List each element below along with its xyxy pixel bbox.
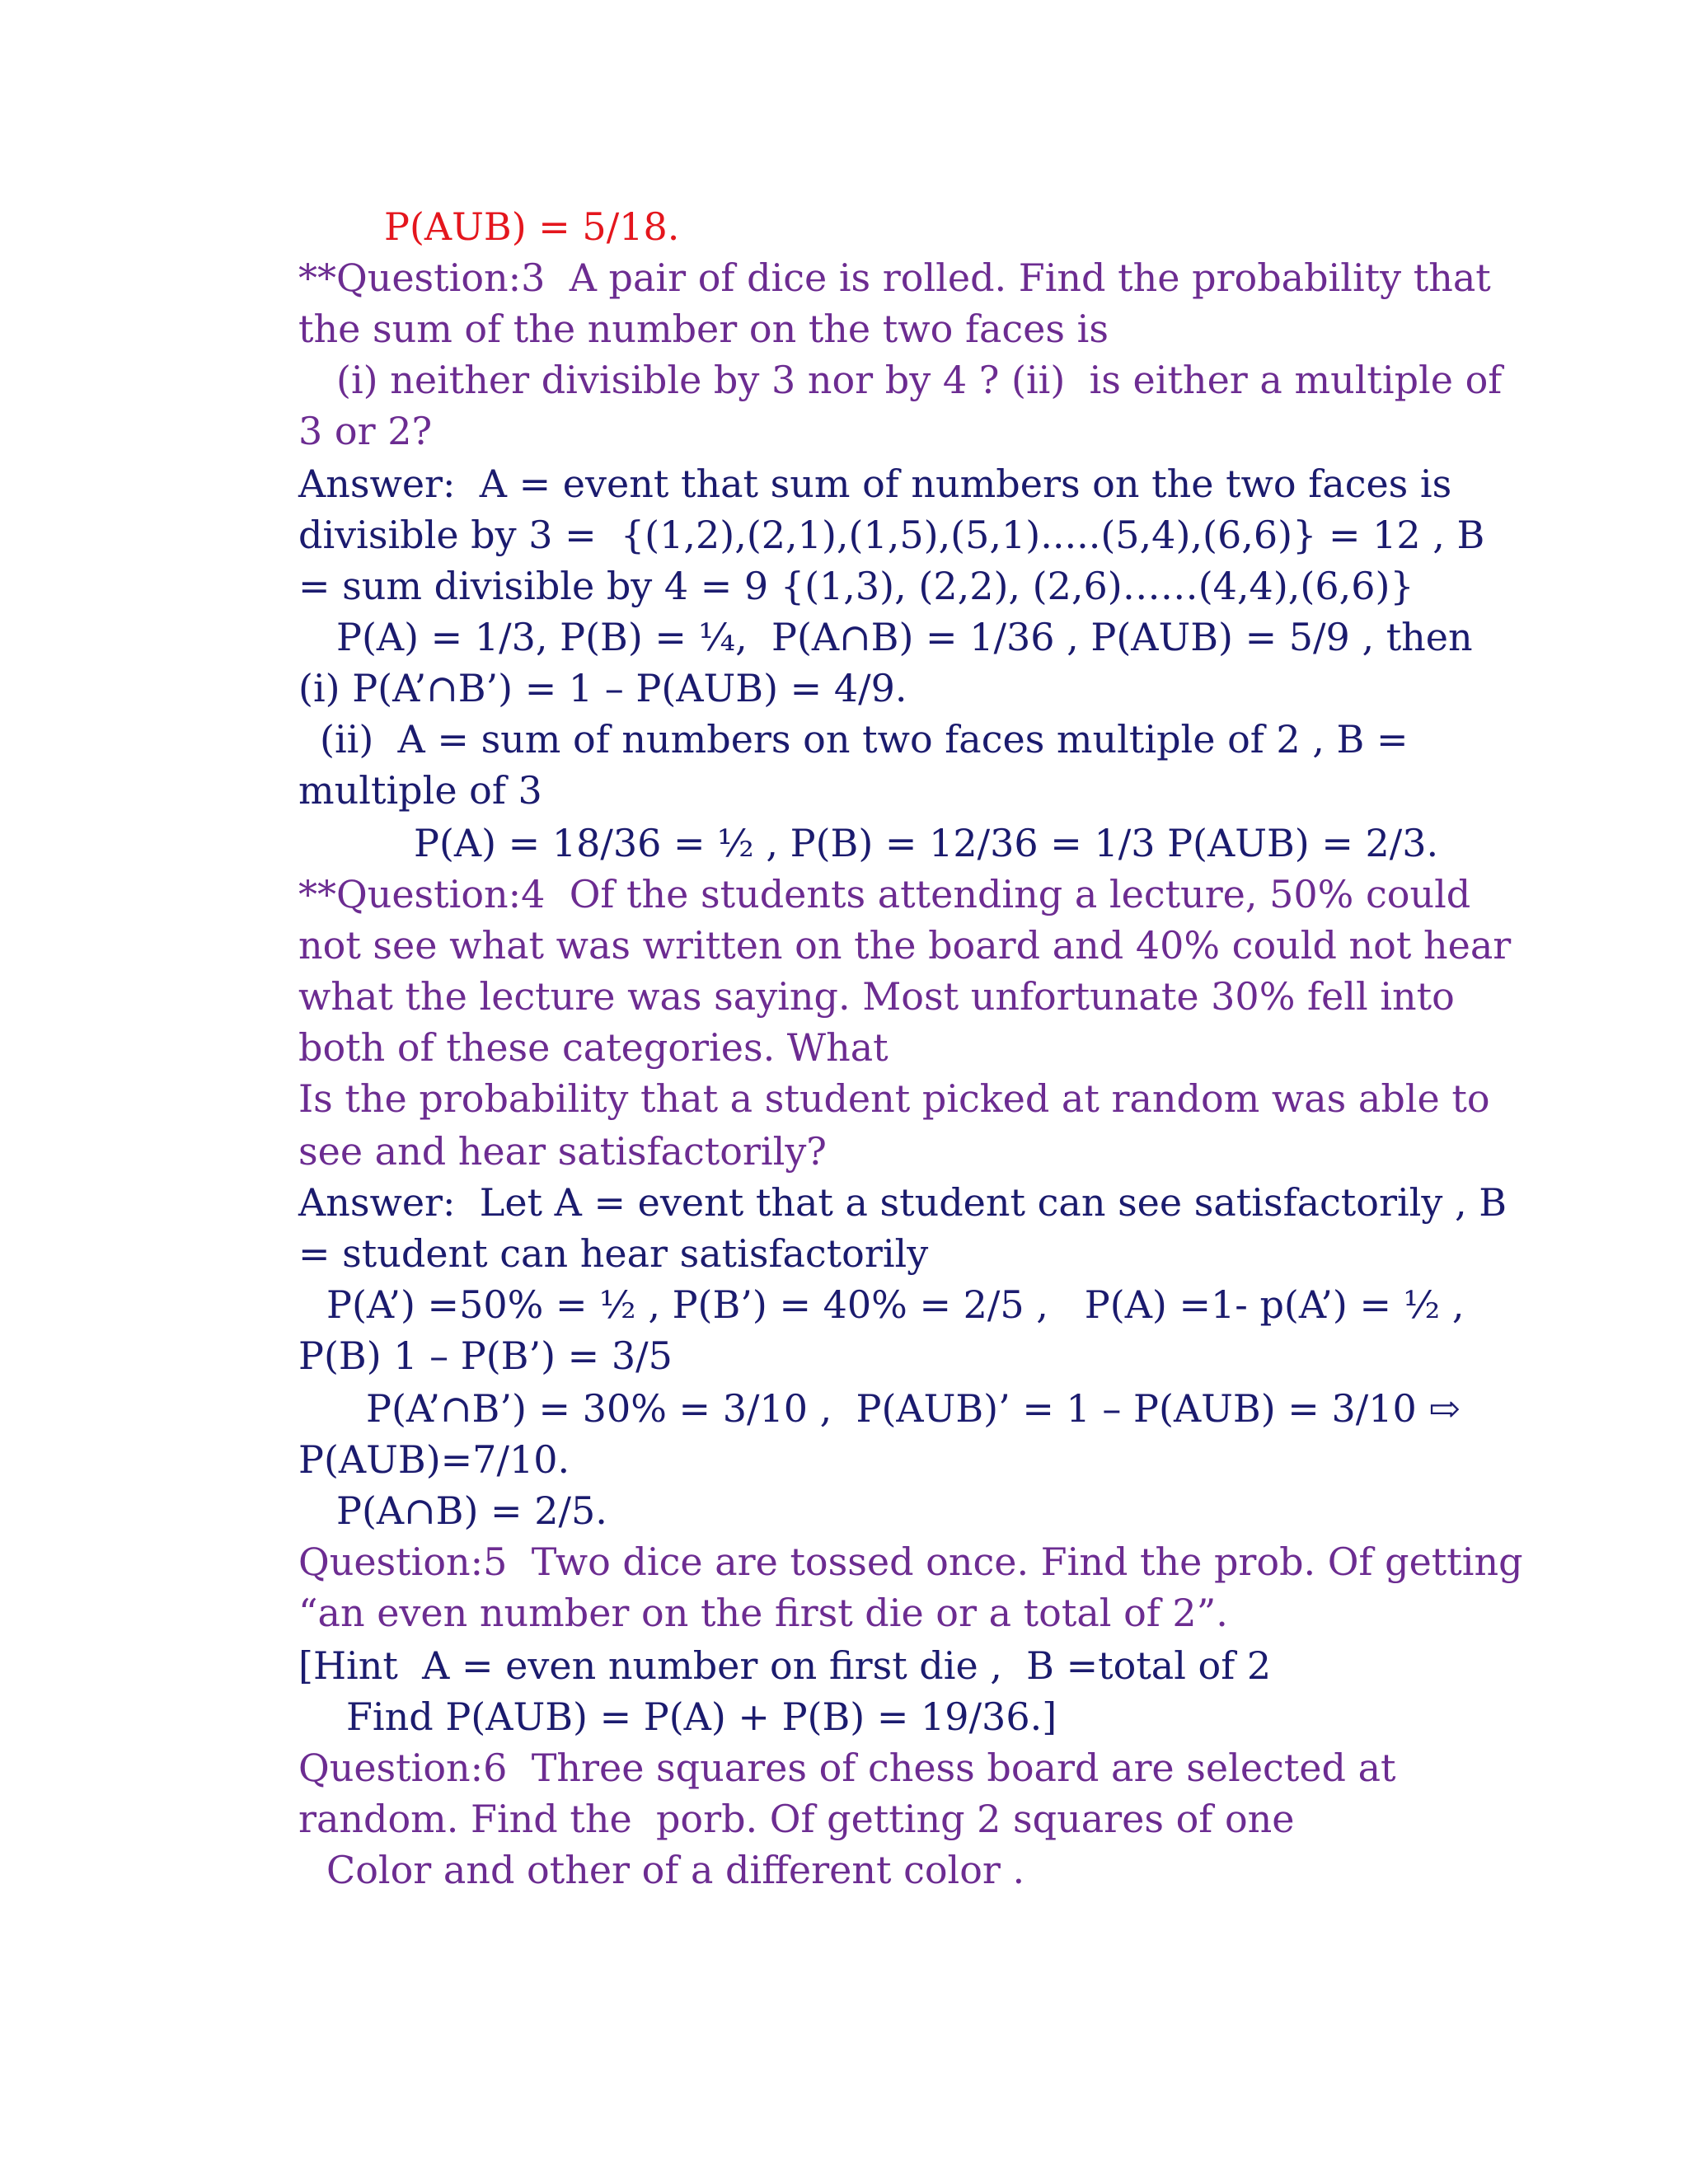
text-line-question-3: (i) neither divisible by 3 nor by 4 ? (ii) is either a multiple of [336, 358, 1503, 402]
text-line-question-5-title: Question:5 Two dice are tossed once. Find the prob. Of getting [298, 1540, 1523, 1584]
text-line-hint-5: [Hint A = even number on first die , B =total of 2 [298, 1643, 1272, 1688]
text-line-answer-3: divisible by 3 = {(1,2),(2,1),(1,5),(5,1).....(5,4),(6,6)} = 12 , B [298, 513, 1485, 557]
text-line-answer-3: multiple of 3 [298, 768, 542, 813]
text-line-answer-4: P(B) 1 – P(B’) = 3/5 [298, 1333, 673, 1378]
text-line-answer-4: P(AUB)=7/10. [298, 1437, 570, 1482]
text-line-question-6: Color and other of a different color . [326, 1848, 1025, 1892]
text-line-answer-3: P(A) = 18/36 = ½ , P(B) = 12/36 = 1/3 P(AUB) = 2/3. [414, 821, 1439, 865]
text-line-answer-4: P(A’∩B’) = 30% = 3/10 , P(AUB)’ = 1 – P(AUB) = 3/10 ⇨ [366, 1386, 1461, 1431]
text-line-question-4: both of these categories. What [298, 1025, 889, 1070]
text-line-question-4: see and hear satisfactorily? [298, 1129, 827, 1174]
text-line-question-4: Is the probability that a student picked at random was able to [298, 1076, 1490, 1121]
text-line-question-4: what the lecture was saying. Most unfortunate 30% fell into [298, 974, 1455, 1019]
text-line-answer-4: = student can hear satisfactorily [298, 1231, 929, 1276]
text-line-answer-4: P(A∩B) = 2/5. [336, 1488, 607, 1533]
text-line-answer-4: P(A’) =50% = ½ , P(B’) = 40% = 2/5 , P(A) =1- p(A’) = ½ , [326, 1282, 1465, 1327]
text-line-question-3-title: **Question:3 A pair of dice is rolled. Find the probability that [298, 255, 1491, 300]
text-line-answer-3: Answer: A = event that sum of numbers on the two faces is [298, 462, 1452, 506]
text-line-answer-3: (i) P(A’∩B’) = 1 – P(AUB) = 4/9. [298, 666, 907, 710]
text-line-answer-3: = sum divisible by 4 = 9 {(1,3), (2,2), (2,6)……(4,4),(6,6)} [298, 564, 1414, 608]
text-line-question-4-title: **Question:4 Of the students attending a lecture, 50% could [298, 872, 1471, 916]
text-line-question-3: the sum of the number on the two faces is [298, 307, 1109, 351]
text-line-question-4: not see what was written on the board and 40% could not hear [298, 923, 1512, 968]
text-line-question-6-title: Question:6 Three squares of chess board are selected at [298, 1746, 1396, 1790]
text-line-answer-3: P(A) = 1/3, P(B) = ¼, P(A∩B) = 1/36 , P(AUB) = 5/9 , then [336, 615, 1473, 659]
text-line-answer-3: (ii) A = sum of numbers on two faces multiple of 2 , B = [320, 717, 1409, 762]
text-line-question-3: 3 or 2? [298, 409, 433, 453]
text-line-question-5: “an even number on the first die or a total of 2”. [298, 1591, 1228, 1635]
text-line-answer-4: Answer: Let A = event that a student can see satisfactorily , B [298, 1180, 1507, 1225]
text-line-question-6: random. Find the porb. Of getting 2 squares of one [298, 1797, 1295, 1841]
text-line-result-q2: P(AUB) = 5/18. [384, 204, 680, 249]
text-line-hint-5: Find P(AUB) = P(A) + P(B) = 19/36.] [346, 1694, 1057, 1739]
